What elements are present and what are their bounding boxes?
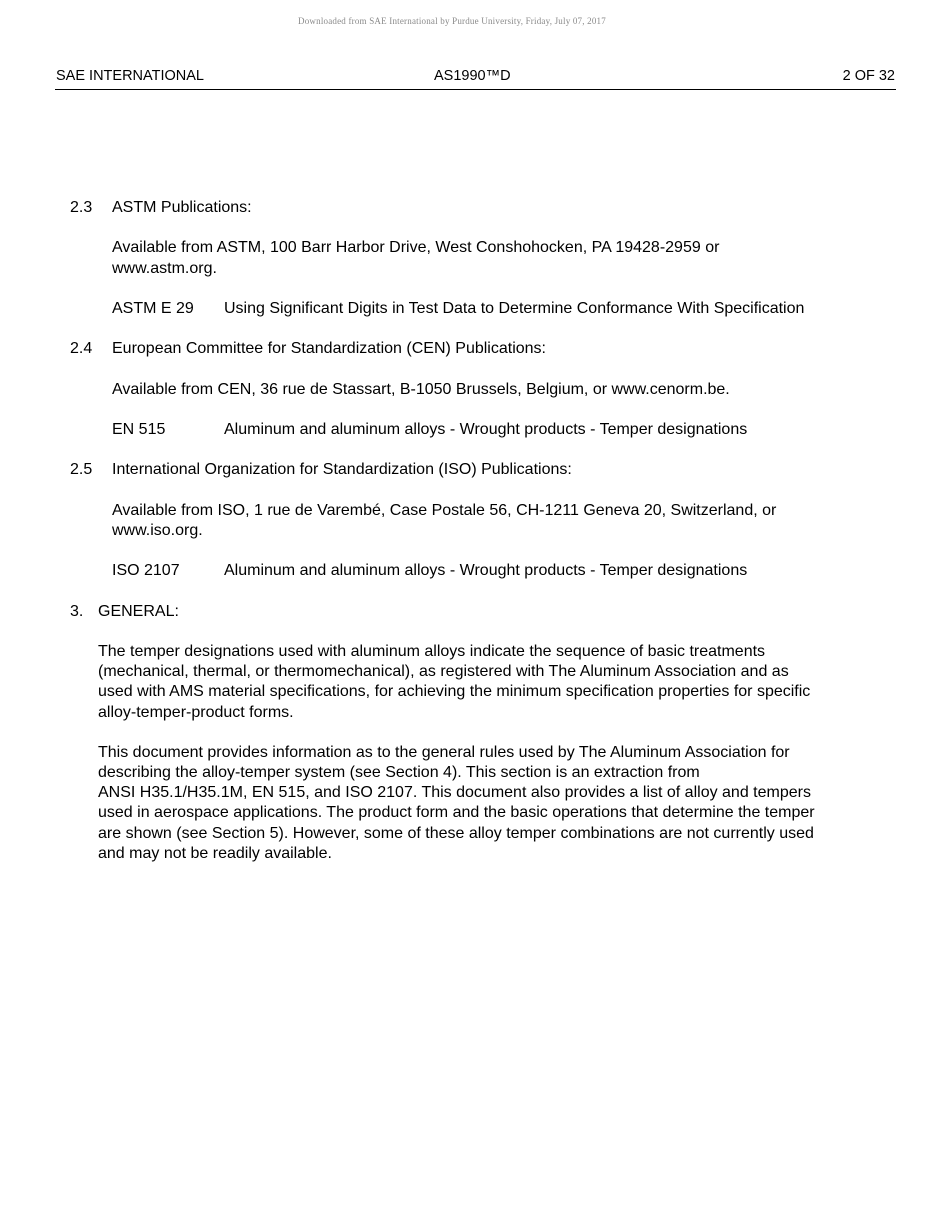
paragraph-line: used with AMS material specifications, for achieving the minimum specification properties for specific	[98, 683, 811, 700]
header-page-number: 2 OF 32	[842, 68, 895, 84]
reference-title: Aluminum and aluminum alloys - Wrought products - Temper designations	[224, 562, 748, 579]
reference-code: ISO 2107	[112, 562, 180, 579]
availability-text: Available from ISO, 1 rue de Varembé, Case Postale 56, CH-1211 Geneva 20, Switzerland, or	[112, 502, 777, 519]
running-header	[55, 67, 896, 90]
paragraph-line: used in aerospace applications. The product form and the basic operations that determine the temper	[98, 804, 815, 821]
section-number: 2.5	[70, 461, 93, 478]
availability-text: Available from CEN, 36 rue de Stassart, B-1050 Brussels, Belgium, or www.cenorm.be.	[112, 381, 730, 398]
header-document-number: AS1990™D	[434, 68, 511, 84]
section-number: 2.3	[70, 199, 93, 216]
paragraph-line: alloy-temper-product forms.	[98, 704, 294, 721]
section-number: 3.	[70, 603, 84, 620]
paragraph-line: and may not be readily available.	[98, 845, 332, 862]
section-title: European Committee for Standardization (CEN) Publications:	[112, 340, 546, 357]
reference-title: Aluminum and aluminum alloys - Wrought products - Temper designations	[224, 421, 748, 438]
download-watermark: Downloaded from SAE International by Purdue University, Friday, July 07, 2017	[298, 16, 606, 26]
availability-text-cont: www.iso.org.	[112, 522, 203, 539]
section-title: GENERAL:	[98, 603, 179, 620]
paragraph-line: are shown (see Section 5). However, some of these alloy temper combinations are not currently used	[98, 825, 814, 842]
paragraph-line: This document provides information as to the general rules used by The Aluminum Association for	[98, 744, 790, 761]
paragraph-line: describing the alloy-temper system (see Section 4). This section is an extraction from	[98, 764, 700, 781]
paragraph-line: ANSI H35.1/H35.1M, EN 515, and ISO 2107. This document also provides a list of alloy and tempers	[98, 784, 811, 801]
availability-text: Available from ASTM, 100 Barr Harbor Drive, West Conshohocken, PA 19428-2959 or	[112, 239, 720, 256]
reference-title: Using Significant Digits in Test Data to Determine Conformance With Specification	[224, 300, 805, 317]
paragraph-line: (mechanical, thermal, or thermomechanical), as registered with The Aluminum Association and as	[98, 663, 789, 680]
reference-code: EN 515	[112, 421, 166, 438]
availability-text-cont: www.astm.org.	[112, 260, 217, 277]
section-number: 2.4	[70, 340, 93, 357]
paragraph-line: The temper designations used with aluminum alloys indicate the sequence of basic treatments	[98, 643, 766, 660]
reference-code: ASTM E 29	[112, 300, 194, 317]
section-title: International Organization for Standardization (ISO) Publications:	[112, 461, 572, 478]
section-title: ASTM Publications:	[112, 199, 252, 216]
header-organization: SAE INTERNATIONAL	[56, 68, 204, 84]
